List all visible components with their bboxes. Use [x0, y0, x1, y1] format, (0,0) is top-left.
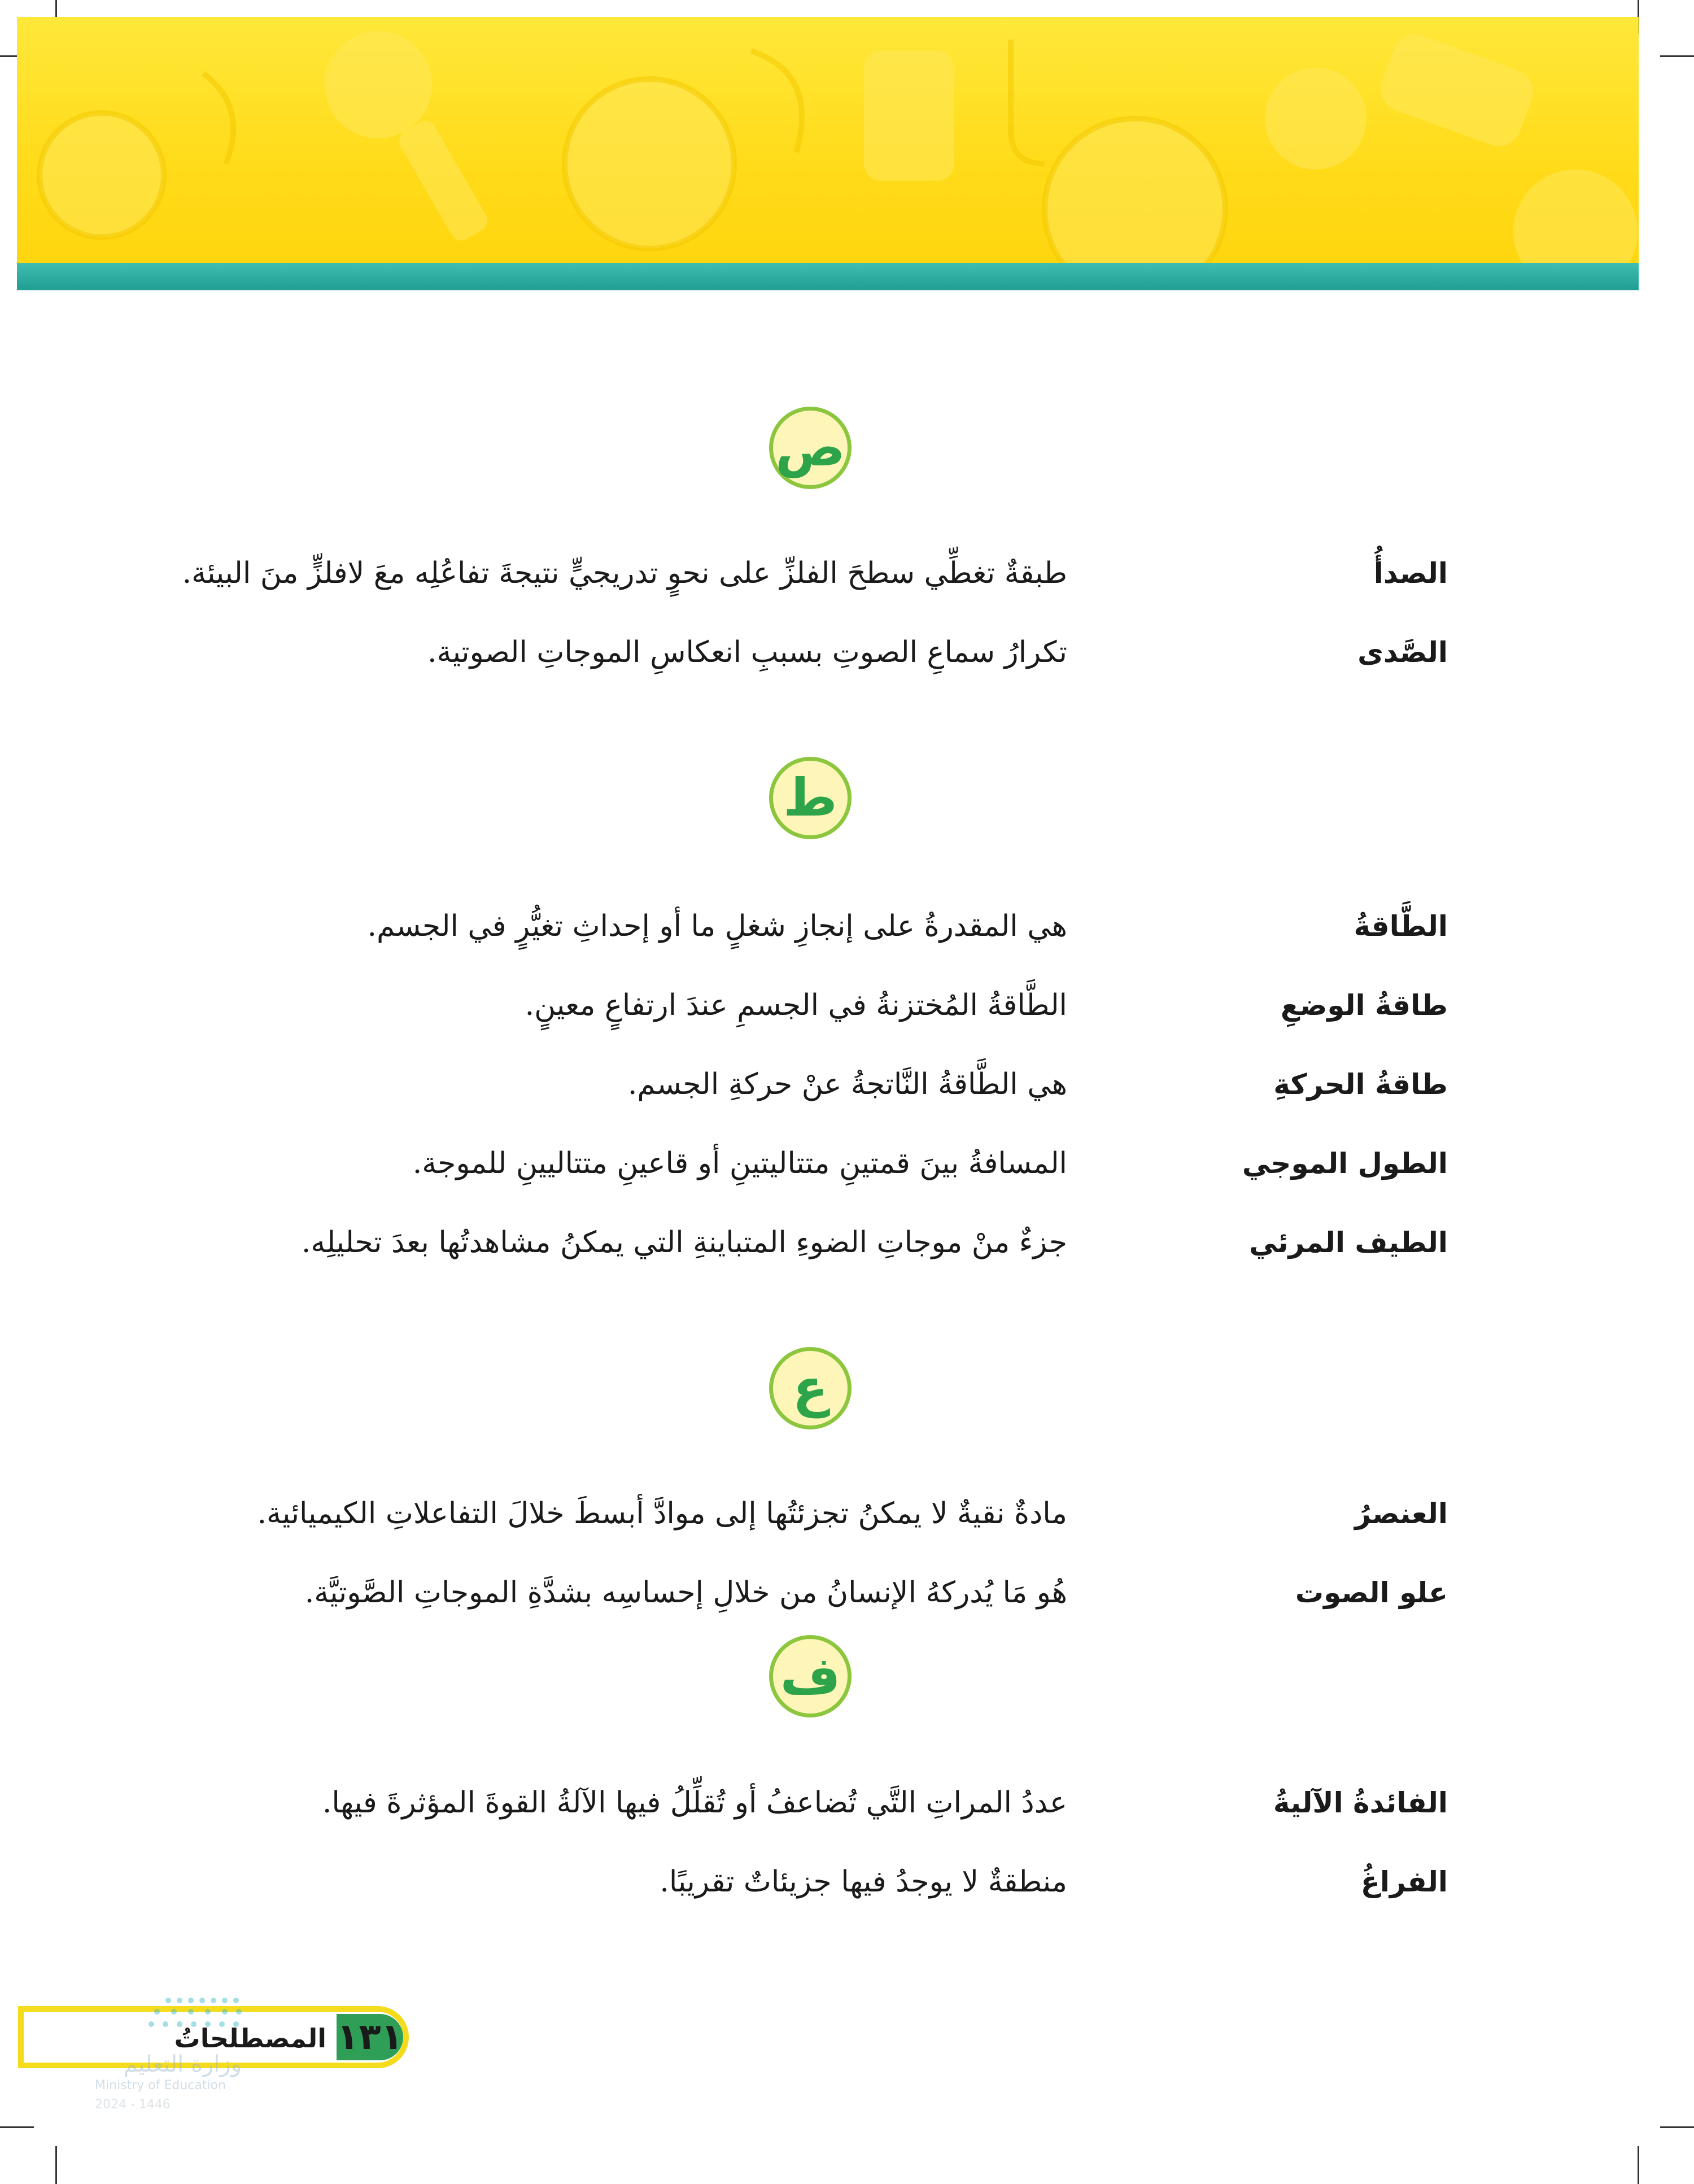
letter-badge-ta	[769, 757, 852, 839]
letter-badge-label: ط	[783, 768, 837, 828]
banner-stripe	[17, 263, 1639, 290]
letter-badge-label: ف	[780, 1646, 841, 1706]
page-number-label: ١٣١	[337, 2016, 403, 2058]
watermark-year: 2024 - 1446	[95, 2098, 171, 2112]
definition-energy: هي المقدرةُ على إنجازِ شغلٍ ما أو إحداثِ تغيُّرٍ في الجسم.	[367, 909, 1067, 943]
term-vacuum: الفراغُ	[1360, 1865, 1448, 1898]
letter-badge-label: ع	[792, 1358, 828, 1418]
header-banner	[17, 17, 1639, 263]
term-potential-energy: طاقةُ الوضعِ	[1280, 989, 1448, 1022]
definition-wavelength: المسافةُ بينَ قمتينِ متتاليتينِ أو قاعينِ متتاليينِ للموجة.	[412, 1147, 1067, 1180]
letter-badge-sad	[769, 407, 852, 489]
crop-mark	[1660, 55, 1694, 57]
crop-mark	[0, 2126, 34, 2128]
watermark-english: Ministry of Education	[95, 2078, 226, 2093]
footer-title: المصطلحاتُ	[174, 2023, 326, 2054]
crop-mark	[1638, 2146, 1639, 2184]
term-wavelength: الطول الموجي	[1242, 1147, 1448, 1180]
watermark-arabic: وزارة التعليم	[123, 2051, 242, 2077]
term-rust: الصدأُ	[1373, 557, 1448, 590]
letter-badge-ain	[769, 1347, 852, 1429]
definition-visible-spectrum: جزءٌ منْ موجاتِ الضوءِ المتباينةِ التي يمكنُ مشاهدتُها بعدَ تحليلِه.	[301, 1226, 1067, 1259]
definition-potential-energy: الطَّاقةُ المُختزنةُ في الجسمِ عندَ ارتفاعٍ معينٍ.	[525, 988, 1067, 1022]
letter-badge-label: ص	[775, 417, 845, 478]
page-number	[337, 2014, 403, 2060]
term-loudness: علو الصوت	[1295, 1576, 1448, 1609]
banner-decoration	[17, 17, 1639, 263]
term-energy: الطَّاقةُ	[1354, 910, 1448, 943]
definition-loudness: هُو مَا يُدركهُ الإنسانُ من خلالِ إحساسِه بشدَّةِ الموجاتِ الصَّوتيَّة.	[304, 1576, 1067, 1610]
letter-badge-fa	[769, 1635, 852, 1717]
crop-mark	[1660, 2126, 1694, 2128]
definition-kinetic-energy: هي الطَّاقةُ النَّاتجةُ عنْ حركةِ الجسم.	[627, 1067, 1067, 1101]
definition-echo: تكرارُ سماعِ الصوتِ بسببِ انعكاسِ الموجاتِ الصوتية.	[427, 635, 1067, 669]
crop-mark	[55, 2146, 57, 2184]
term-visible-spectrum: الطيف المرئي	[1249, 1226, 1448, 1259]
term-element: العنصرُ	[1355, 1497, 1448, 1530]
term-mechanical-advantage: الفائدةُ الآليةُ	[1273, 1786, 1448, 1819]
term-kinetic-energy: طاقةُ الحركةِ	[1273, 1068, 1448, 1101]
definition-rust: طبقةٌ تغطِّي سطحَ الفلزِّ على نحوٍ تدريجيٍّ نتيجةَ تفاعُلِه معَ لافلزٍّ منَ البيئة.	[182, 556, 1067, 590]
definition-vacuum: منطقةٌ لا يوجدُ فيها جزيئاتٌ تقريبًا.	[660, 1865, 1067, 1899]
definition-element: مادةٌ نقيةٌ لا يمكنُ تجزئتُها إلى موادَّ أبسطَ خلالَ التفاعلاتِ الكيميائية.	[257, 1497, 1067, 1531]
term-echo: الصَّدى	[1357, 636, 1448, 669]
definition-mechanical-advantage: عددُ المراتِ التَّي تُضاعفُ أو تُقلِّلُ فيها الآلةُ القوةَ المؤثرةَ فيها.	[322, 1786, 1067, 1820]
